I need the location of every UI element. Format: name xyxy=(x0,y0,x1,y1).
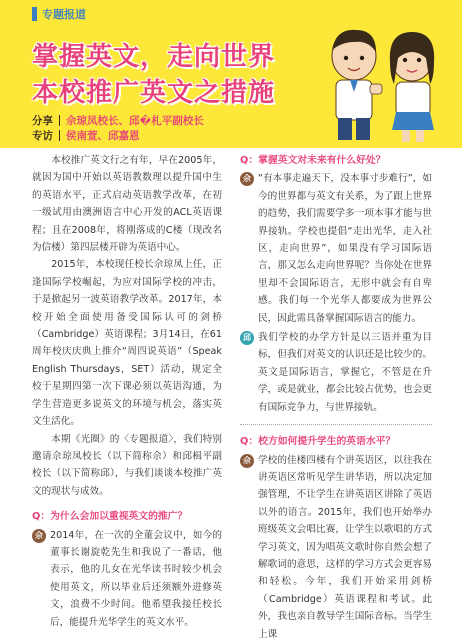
answer-3 xyxy=(240,452,432,643)
page-title-line1: 掌握英文，走向世界 xyxy=(32,42,276,72)
page-title-line2: 本校推广英文之措施 xyxy=(32,78,276,108)
credit-divider xyxy=(59,115,60,126)
intro-paragraph-1: 本校推广英文行之有年，早在2005年，就因为国中开始以英语教数理以提升国中生的英语水平，正式启动英语教学改革，在初一级试用由澳洲语言中心开发的ACL英语课程；且在2008年，将刚落成的C楼（现改名为信楼）第四层楼开辟为英语中心。 xyxy=(32,155,222,254)
answer-3-text: 学校的佳楼四楼有个讲英语区，以往我在讲英语区常听见学生讲华语，所以决定加强管理，不让学生在讲英语区讲除了英语以外的语言。2015年，我们也开始举办班级英文会唱比赛，让学生以歌唱的方式学习英文，因为唱英文歌时你自然会想了解歌词的意思，这样的学习方式会更容易和轻松。今年，我们开始采用剑桥（Cambridge）英语课程和考试。此外，我也亲自教导学生国际音标。当学生上课 xyxy=(258,454,432,640)
girl-figure xyxy=(390,32,434,142)
section-divider xyxy=(240,424,432,425)
speaker-badge-qiu: 邱 xyxy=(240,331,254,345)
credit-interview-value: 侯南萱、邱嘉恩 xyxy=(66,130,140,142)
credit-interview-label: 专访 xyxy=(32,130,53,142)
question-2: Q：掌握英文对未来有什么好处？ xyxy=(240,155,386,166)
boy-figure xyxy=(332,30,382,140)
answer-2-she-text: “有本事走遍天下，没本事寸步难行”，如今的世界都与英文有关系，为了跟上世界的趋势，我们需要学多一项本事才能与世界接轨。学校也提倡“走出光华，走入社区，走向世界”，如果没有学习国际语言，那又怎么走向世界呢？当你处在世界里却不会国际语言，无形中就会有自卑感。我们每一个光华人都要成为世界公民，因此需具备掌握国际语言的能力。 xyxy=(258,173,432,324)
right-column xyxy=(240,152,432,643)
question-3: Q：校方如何提升学生的英语水平？ xyxy=(240,436,396,448)
credit-divider xyxy=(59,130,60,141)
answer-2-qiu-text: 我们学校的办学方针是以三语并重为目标，但我们对英文的认识还是比较少的。英文是国际语言，掌握它，不管是在升学，或是就业，都会比较占优势，也会更有国际竞争力，与世界接轨。 xyxy=(258,332,432,413)
section-tag xyxy=(32,6,86,22)
answer-2-she xyxy=(240,170,432,327)
credit-interview xyxy=(32,128,140,143)
credit-share-value: 佘琼凤校长、邱�札平副校长 xyxy=(66,115,204,127)
speaker-badge-she: 佘 xyxy=(32,529,46,543)
intro-paragraph-3: 本期《光圈》的〈专题报道〉，我们特别邀请佘琼凤校长（以下简称佘）和邱楫平副校长（以下简称邱），与我们谈谈本校推广英文的现状与成效。 xyxy=(32,433,222,497)
students-illustration xyxy=(312,18,452,146)
answer-1-text: 2014年，在一次的全董会议中，如今的董事长谢旋乾先生和我说了一番话，他表示，他的儿女在光华读书时较少机会使用英文，所以毕业后还须额外进修英文，浪费不少时间。他希望我接任校长后，能提升光华学生的英文水平。 xyxy=(50,529,222,628)
answer-1 xyxy=(32,527,222,631)
section-tag-label: 专题报道 xyxy=(42,8,86,21)
section-tag-bar xyxy=(32,7,37,21)
intro-paragraph-2: 2015年，本校现任校长佘琼凤上任，正逢国际学校崛起，为应对国际学校的冲击，于是掀起另一波英语教学改革。2017年，本校开始全面使用备受国际认可的剑桥（Cambridge）英语课程；3月14日，在61周年校庆庆典上推介“周四说英语”（Speak English Thursdays，SET）活动，规定全校于星期四第一次下课必须以英语沟通，为学生营造更多说英文的环境与机会，落实英文生活化。 xyxy=(32,259,222,428)
left-column xyxy=(32,152,222,631)
speaker-badge-she: 佘 xyxy=(240,454,254,468)
answer-2-qiu xyxy=(240,329,432,416)
speaker-badge-she: 佘 xyxy=(240,172,254,186)
credit-share-label: 分享 xyxy=(32,115,53,127)
credit-share xyxy=(32,113,204,128)
question-1: Q：为什么会加以重视英文的推广？ xyxy=(32,511,188,523)
